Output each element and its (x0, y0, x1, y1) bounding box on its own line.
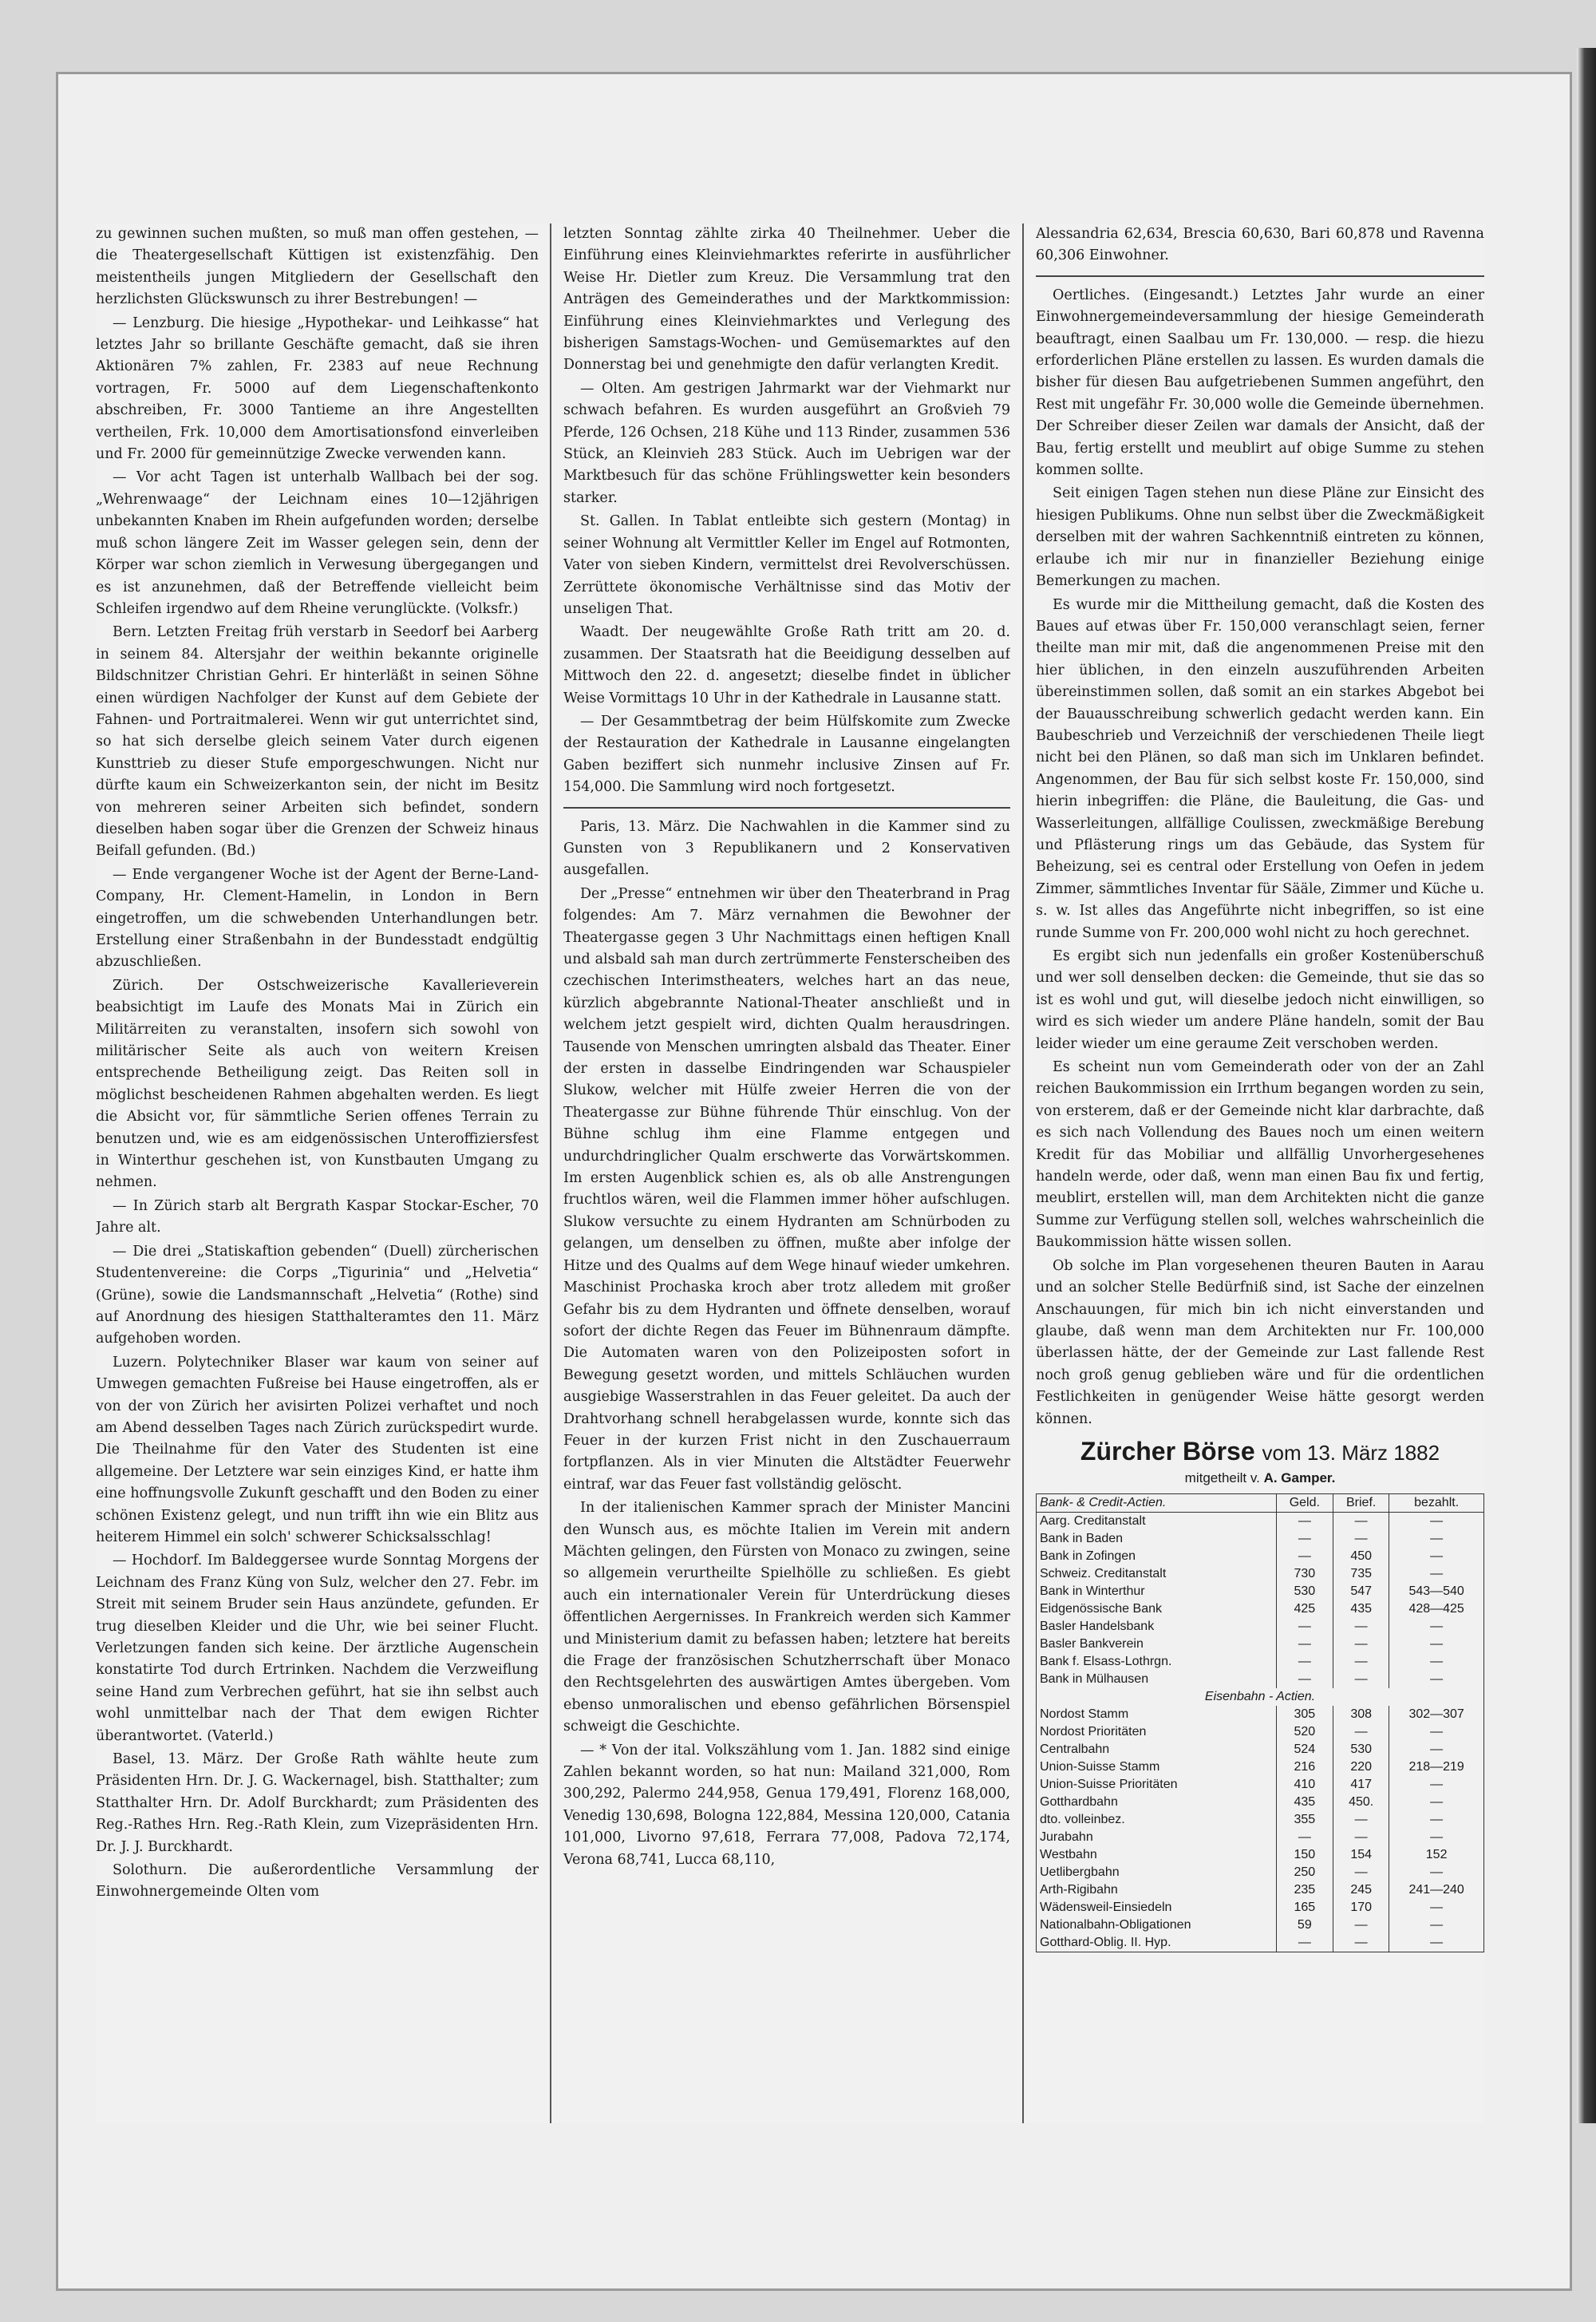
boerse-security-name: Schweiz. Creditanstalt (1037, 1565, 1277, 1583)
boerse-security-name: Union-Suisse Stamm (1037, 1758, 1277, 1776)
boerse-geld: 165 (1276, 1899, 1333, 1917)
boerse-brief: 530 (1333, 1741, 1389, 1758)
boerse-row (1037, 1636, 1484, 1653)
article-paragraph: Luzern. Polytechniker Blaser war kaum von seiner auf Umwegen gemachten Fußreise bei Hause eingetroffen, als er von der von Zürich her avisirten Polizei verhaftet und noch am Abend desselben Tages nach Zürich zurückspedirt wurde. Die Theilnahme für den Vater des Studenten ist eine allgemeine. Der Letztere war sein einziges Kind, er hatte ihm eine hoffnungsvolle Zukunft geschafft und den Boden zu einer schönen Existenz gelegt, und nun trifft ihn wie ein Blitz aus heiterem Himmel ein solch' schwerer Schicksalsschlag! (96, 1354, 539, 1545)
boerse-bezahlt: — (1389, 1811, 1484, 1829)
boerse-geld: 355 (1276, 1811, 1333, 1829)
boerse-bezahlt: 152 (1389, 1846, 1484, 1864)
article-paragraph: St. Gallen. In Tablat entleibte sich gestern (Montag) in seiner Wohnung alt Vermittler Keller im Engel auf Rotmonten, Vater von sieben Kindern, vermittelst drei Revolverschüssen. Zerrüttete ökonomische Verhältnisse sind das Motiv der unseligen That. (563, 513, 1010, 617)
boerse-brief: 220 (1333, 1758, 1389, 1776)
boerse-row (1037, 1600, 1484, 1618)
boerse-bezahlt: — (1389, 1864, 1484, 1881)
boerse-row (1037, 1671, 1484, 1688)
boerse-security-name: Nordost Prioritäten (1037, 1723, 1277, 1741)
boerse-bezahlt: — (1389, 1794, 1484, 1811)
boerse-bezahlt: 218—219 (1389, 1758, 1484, 1776)
boerse-security-name: Basler Bankverein (1037, 1636, 1277, 1653)
section-divider (563, 807, 1010, 809)
boerse-geld: 250 (1276, 1864, 1333, 1881)
boerse-geld: 305 (1276, 1706, 1333, 1723)
boerse-security-name: dto. volleinbez. (1037, 1811, 1277, 1829)
boerse-geld: 410 (1276, 1776, 1333, 1794)
boerse-row (1037, 1706, 1484, 1723)
boerse-header: Brief. (1333, 1494, 1389, 1513)
article-paragraph: — In Zürich starb alt Bergrath Kaspar Stockar-Escher, 70 Jahre alt. (96, 1197, 539, 1236)
boerse-bezahlt: — (1389, 1899, 1484, 1917)
boerse-security-name: Gotthardbahn (1037, 1794, 1277, 1811)
column-1 (96, 223, 539, 2123)
boerse-geld: 435 (1276, 1794, 1333, 1811)
boerse-geld: — (1276, 1636, 1333, 1653)
boerse-header: Bank- & Credit-Actien. (1037, 1494, 1277, 1513)
boerse-geld: 524 (1276, 1741, 1333, 1758)
boerse-security-name: Bank in Zofingen (1037, 1548, 1277, 1565)
boerse-brief: — (1333, 1811, 1389, 1829)
boerse-bezahlt: — (1389, 1829, 1484, 1846)
boerse-bezahlt: — (1389, 1513, 1484, 1531)
boerse-row (1037, 1583, 1484, 1600)
article-paragraph: In der italienischen Kammer sprach der Minister Mancini den Wunsch aus, es möchte Italien im Verein mit andern Mächten gelingen, den Fürsten von Monaco zu zwingen, seine so allgemein verurtheilte Spielhölle zu schließen. Es giebt auch ein internationaler Verein für Unterdrückung dieses öffentlichen Aergernisses. In Frankreich werden sich Kammer und Ministerium damit zu befassen haben; letztere hat bereits die Frage der französischen Schutzherrschaft über Monaco den Rechtsgelehrten des auswärtigen Amtes übergeben. Vom ebenso unmoralischen und ebenso gefährlichen Börsenspiel schweigt die Geschichte. (563, 1500, 1010, 1735)
boerse-row (1037, 1881, 1484, 1899)
boerse-title: Zürcher Börse vom 13. März 1882 (1080, 1436, 1440, 1466)
boerse-security-name: Uetlibergbahn (1037, 1864, 1277, 1881)
boerse-security-name: Nordost Stamm (1037, 1706, 1277, 1723)
boerse-brief: 450 (1333, 1548, 1389, 1565)
boerse-row (1037, 1917, 1484, 1934)
article-paragraph: Oertliches. (Eingesandt.) Letztes Jahr wurde an einer Einwohnergemeindeversammlung der hiesige Gemeinderath beauftragt, einen Saalbau um Fr. 130,000. — resp. die hiezu erforderlichen Pläne erstellen zu lassen. Es wurden damals die bisher für diesen Bau aufgetriebenen Summen angeführt, den Rest mit ungefähr Fr. 30,000 wolle die Gemeinde übernehmen. Der Schreiber dieser Zeilen war damals der Ansicht, daß der Bau, fertig erstellt und meublirt auf obige Summe zu stehen kommen sollte. (1036, 287, 1484, 479)
binding-edge (1577, 48, 1596, 2123)
boerse-security-name: Wädensweil-Einsiedeln (1037, 1899, 1277, 1917)
boerse-bezahlt: — (1389, 1565, 1484, 1583)
boerse-geld: 235 (1276, 1881, 1333, 1899)
boerse-brief: — (1333, 1530, 1389, 1548)
article-paragraph: — Ende vergangener Woche ist der Agent der Berne-Land-Company, Hr. Clement-Hamelin, in London in Bern eingetroffen, um die schwebenden Unterhandlungen betr. Erstellung einer Straßenbahn in der Bundesstadt endgültig abzuschließen. (96, 866, 539, 971)
boerse-geld: — (1276, 1671, 1333, 1688)
boerse-security-name: Bank in Winterthur (1037, 1583, 1277, 1600)
boerse-row (1037, 1794, 1484, 1811)
boerse-row (1037, 1723, 1484, 1741)
boerse-bezahlt: — (1389, 1723, 1484, 1741)
boerse-geld: 530 (1276, 1583, 1333, 1600)
boerse-row (1037, 1565, 1484, 1583)
boerse-bezahlt: 241—240 (1389, 1881, 1484, 1899)
boerse-geld: — (1276, 1653, 1333, 1671)
boerse-geld: — (1276, 1548, 1333, 1565)
boerse-brief: — (1333, 1723, 1389, 1741)
boerse-bezahlt: — (1389, 1776, 1484, 1794)
boerse-header-row (1037, 1494, 1484, 1513)
boerse-row (1037, 1899, 1484, 1917)
boerse-section-label: Eisenbahn - Actien. (1037, 1688, 1484, 1706)
boerse-geld: 150 (1276, 1846, 1333, 1864)
boerse-geld: — (1276, 1934, 1333, 1952)
boerse-brief: — (1333, 1864, 1389, 1881)
boerse-brief: — (1333, 1934, 1389, 1952)
boerse-bezahlt: — (1389, 1548, 1484, 1565)
boerse-bezahlt: — (1389, 1741, 1484, 1758)
article-paragraph: — Olten. Am gestrigen Jahrmarkt war der Viehmarkt nur schwach befahren. Es wurden ausgeführt an Großvieh 79 Pferde, 126 Ochsen, 218 Kühe und 113 Rinder, zusammen 536 Stück, an Kleinvieh 283 Stück. Auch im Uebrigen war der Marktbesuch für das schöne Frühlingswetter kein besonders starker. (563, 380, 1010, 506)
boerse-bezahlt: — (1389, 1618, 1484, 1636)
boerse-brief: 547 (1333, 1583, 1389, 1600)
article-paragraph: Solothurn. Die außerordentliche Versammlung der Einwohnergemeinde Olten vom (96, 1862, 539, 1901)
column-2 (563, 223, 1010, 2123)
article-paragraph: — Hochdorf. Im Baldeggersee wurde Sonntag Morgens der Leichnam des Franz Küng von Sulz, welcher den 27. Febr. im Streit mit seinem Bruder sein Haus anzündete, gefunden. Er trug dieselben Kleider und die Uhr, wie bei seiner Flucht. Verletzungen fanden sich keine. Der ärztliche Augenschein konstatirte Tod durch Ertrinken. Nachdem die Verzweiflung seine Hand zum Verbrechen geführt, hat sie ihn selbst auch wohl unmittelbar nach der That dem ewigen Richter überantwortet. (Vaterld.) (96, 1553, 539, 1744)
boerse-row (1037, 1811, 1484, 1829)
article-paragraph: — Vor acht Tagen ist unterhalb Wallbach bei der sog. „Wehrenwaage“ der Leichnam eines 10—12jährigen unbekannten Knaben im Rhein aufgefunden worden; derselbe muß schon längere Zeit im Wasser gelegen sein, denn der Körper war schon ziemlich in Verwesung übergegangen und es ist anzunehmen, daß der Betreffende vielleicht beim Schleifen irgendwo auf dem Rheine verunglückte. (Volksfr.) (96, 469, 539, 617)
boerse-brief: 170 (1333, 1899, 1389, 1917)
boerse-bezahlt: 543—540 (1389, 1583, 1484, 1600)
article-paragraph: Basel, 13. März. Der Große Rath wählte heute zum Präsidenten Hrn. Dr. J. G. Wackernagel, bish. Statthalter; zum Statthalter Hrn. Dr. Adolf Burckhardt; zum Präsidenten des Reg.-Rathes Hrn. Reg.-Rath Klein, zum Vizepräsidenten Hrn. Dr. J. J. Burckhardt. (96, 1751, 539, 1855)
boerse-geld: — (1276, 1829, 1333, 1846)
boerse-bezahlt: — (1389, 1671, 1484, 1688)
boerse-row (1037, 1776, 1484, 1794)
boerse-row (1037, 1741, 1484, 1758)
boerse-row (1037, 1530, 1484, 1548)
boerse-security-name: Jurabahn (1037, 1829, 1277, 1846)
boerse-row (1037, 1653, 1484, 1671)
boerse-bezahlt: — (1389, 1653, 1484, 1671)
article-paragraph: zu gewinnen suchen mußten, so muß man offen gestehen, — die Theatergesellschaft Küttigen ist existenzfähig. Den meistentheils jungen Mitgliedern der Gesellschaft den herzlichsten Glückswunsch zu ihrer Bestrebungen! — (96, 226, 539, 308)
boerse-brief: 154 (1333, 1846, 1389, 1864)
boerse-brief: — (1333, 1513, 1389, 1531)
boerse-brief: 308 (1333, 1706, 1389, 1723)
boerse-row (1037, 1846, 1484, 1864)
article-paragraph: — Die drei „Statiskaftion gebenden“ (Duell) zürcherischen Studentenvereine: die Corps „Tigurinia“ und „Helvetia“ (Grüne), sowie die Landsmannschaft „Helvetia“ (Rothe) sind auf Anordnung des hiesigen Statthalteramtes den 11. März aufgehoben worden. (96, 1243, 539, 1347)
boerse-brief: — (1333, 1653, 1389, 1671)
boerse-security-name: Westbahn (1037, 1846, 1277, 1864)
article-paragraph: Der „Presse“ entnehmen wir über den Theaterbrand in Prag folgendes: Am 7. März vernahmen die Bewohner der Theatergasse gegen 3 Uhr Nachmittags einen heftigen Knall und alsbald sah man durch zertrümmerte Fensterscheiben des czechischen Interimstheaters, welches hart an das neue, kürzlich abgebrannte National-Theater anschließt und in welchem jetzt gespielt wird, dichten Qualm herausdringen. Tausende von Menschen umringten alsbald das Theater. Einer der ersten in dasselbe Eindringenden war Schauspieler Slukow, welcher mit Hülfe zweier Herren die von der Theatergasse zur Bühne führende Thür einschlug. Von der Bühne schlug ihm eine Flamme entgegen und undurchdringlicher Qualm erschwerte das Vorwärtskommen. Im ersten Augenblick schien es, als ob alle Anstrengungen fruchtlos wären, weil die Flammen immer höher aufschlugen. Slukow versuchte zu einem Hydranten am Schnürboden zu gelangen, um denselben zu öffnen, mußte aber infolge der Hitze und des Qualms auf dem Wege hinauf wieder umkehren. Maschinist Prochaska kroch aber trotz alledem mit großer Gefahr bis zu dem Hydranten und öffnete denselben, worauf sofort der dichte Regen das Feuer im Bühnenraum dämpfte. Die Automaten waren von den Polizeiposten sofort in Bewegung gesetzt worden, und mittels Schläuchen wurden ausgiebige Wasserstrahlen in das Feuer geleitet. Da auch der Drahtvorhang schnell herabgelassen wurde, konnte sich das Feuer in der kurzen Frist nicht in den Zuschauerraum fortpflanzen. Als in vier Minuten die Altstädter Feuerwehr eintraf, war das Feuer fast vollständig gelöscht. (563, 885, 1010, 1493)
article-paragraph: — Der Gesammtbetrag der beim Hülfskomite zum Zwecke der Restauration der Kathedrale in Lausanne eingelangten Gaben beziffert sich nunmehr inclusive Zinsen auf Fr. 154,000. Die Sammlung wird noch fortgesetzt. (563, 713, 1010, 796)
boerse-security-name: Basler Handelsbank (1037, 1618, 1277, 1636)
boerse-geld: 59 (1276, 1917, 1333, 1934)
article-paragraph: Zürich. Der Ostschweizerische Kavallerieverein beabsichtigt im Laufe des Monats Mai in Zürich ein Militärreiten zu veranstalten, insofern sich sowohl von militärischer Seite als auch von weitern Kreisen entsprechende Betheiligung zeigt. Das Reiten soll in möglichst bescheidenen Rahmen abgehalten werden. Es liegt die Absicht vor, für sämmtliche Serien offenes Terrain zu benutzen und, wie es am eidgenössischen Unteroffiziersfest in Winterthur geschehen ist, von Kunstbauten Umgang zu nehmen. (96, 977, 539, 1191)
column-rule (1022, 223, 1024, 2123)
boerse-geld: 216 (1276, 1758, 1333, 1776)
boerse-section-row (1037, 1688, 1484, 1706)
column-rule (550, 223, 551, 2123)
article-paragraph: Es scheint nun vom Gemeinderath oder von der an Zahl reichen Baukommission ein Irrthum begangen worden zu sein, von ersterem, daß er der Gemeinde nicht klar darbrachte, daß es sich nach Vollendung des Baues noch um einen weitern Kredit für das Mobiliar und allfällig Unvorhergesehenes handeln werde, oder daß, wenn man einen Bau fix und fertig, meublirt, erstellen will, man dem Architekten nicht die ganze Summe zur Verfügung stellen soll, welches wahrscheinlich die Baukommission hätte wissen sollen. (1036, 1059, 1484, 1251)
boerse-security-name: Nationalbahn-Obligationen (1037, 1917, 1277, 1934)
boerse-source: mitgetheilt v. A. Gamper. (1184, 1470, 1336, 1485)
boerse-geld: 730 (1276, 1565, 1333, 1583)
boerse-brief: 735 (1333, 1565, 1389, 1583)
article-paragraph: Seit einigen Tagen stehen nun diese Pläne zur Einsicht des hiesigen Publikums. Ohne nun selbst über die Zweckmäßigkeit derselben mit der wahren Sachkenntniß eintreten zu können, erlaube ich mir nur in finanzieller Beziehung einige Bemerkungen zu machen. (1036, 485, 1484, 590)
boerse-header: Geld. (1276, 1494, 1333, 1513)
boerse-security-name: Union-Suisse Prioritäten (1037, 1776, 1277, 1794)
article-paragraph: — Lenzburg. Die hiesige „Hypothekar- und Leihkasse“ hat letztes Jahr so brillante Geschäfte gemacht, daß sie ihren Aktionären 7% zahlen, Fr. 2383 auf neue Rechnung vortragen, Fr. 5000 auf dem Liegenschaftenkonto abschreiben, Fr. 3000 Tantieme an ihre Angestellten vertheilen, Frk. 10,000 dem Amortisationsfond einverleiben und Fr. 2000 für gemeinnützige Zwecke verwenden kann. (96, 314, 539, 463)
boerse-bezahlt: — (1389, 1530, 1484, 1548)
article-paragraph: letzten Sonntag zählte zirka 40 Theilnehmer. Ueber die Einführung eines Kleinviehmarktes referirte in ausführlicher Weise Hr. Dietler zum Kreuz. Die Versammlung trat den Anträgen des Gemeinderathes und der Marktkommission: Einführung eines Kleinviehmarktes und Verlegung des bisherigen Samstags-Wochen- und Gemüsemarktes auf den Donnerstag bei und genehmigte den dafür verlangten Kredit. (563, 226, 1010, 374)
boerse-brief: — (1333, 1671, 1389, 1688)
article-paragraph: Paris, 13. März. Die Nachwahlen in die Kammer sind zu Gunsten von 3 Republikanern und 2 Konservativen ausgefallen. (563, 818, 1010, 879)
boerse-geld: 520 (1276, 1723, 1333, 1741)
section-divider (1036, 275, 1484, 277)
boerse-row (1037, 1758, 1484, 1776)
boerse-bezahlt: — (1389, 1917, 1484, 1934)
boerse-geld: 425 (1276, 1600, 1333, 1618)
boerse-row (1037, 1829, 1484, 1846)
boerse-bezahlt: 428—425 (1389, 1600, 1484, 1618)
boerse-row (1037, 1864, 1484, 1881)
boerse-security-name: Arth-Rigibahn (1037, 1881, 1277, 1899)
boerse-security-name: Aarg. Creditanstalt (1037, 1513, 1277, 1531)
article-paragraph: — * Von der ital. Volkszählung vom 1. Jan. 1882 sind einige Zahlen bekannt worden, so hat nun: Mailand 321,000, Rom 300,292, Palermo 244,958, Genua 179,491, Florenz 168,000, Venedig 130,698, Bologna 122,884, Messina 120,000, Catania 101,000, Livorno 97,618, Ferrara 77,008, Padova 72,174, Verona 68,741, Lucca 68,110, (563, 1742, 1010, 1868)
boerse-security-name: Bank in Baden (1037, 1530, 1277, 1548)
boerse-geld: — (1276, 1530, 1333, 1548)
article-paragraph: Ob solche im Plan vorgesehenen theuren Bauten in Aarau und an solcher Stelle Bedürfniß sind, ist Sache der einzelnen Anschauungen, für mich bin ich nicht einverstanden und glaube, daß wenn man dem Architekten nur Fr. 100,000 überlassen hätte, der der Gemeinde zur Last fallende Rest noch groß genug geblieben wäre und für die ordentlichen Festlichkeiten in genügender Weise hätte gesorgt werden können. (1036, 1257, 1484, 1427)
column-3 (1036, 223, 1484, 2123)
boerse-brief: — (1333, 1917, 1389, 1934)
boerse-row (1037, 1934, 1484, 1952)
boerse-row (1037, 1618, 1484, 1636)
boerse-brief: — (1333, 1618, 1389, 1636)
article-paragraph: Bern. Letzten Freitag früh verstarb in Seedorf bei Aarberg in seinem 84. Altersjahr der weithin bekannte originelle Bildschnitzer Christian Gehri. Er hinterläßt in seinen Söhne einen würdigen Nachfolger der Kunst auf dem Gebiete der Fahnen- und Portraitmalerei. Wenn wir gut unterrichtet sind, so hat sich derselbe gleich seinem Vater durch eigenen Kunsttrieb zu dieser Stufe emporgeschwungen. Nicht nur dürfte kaum ein Schweizerkanton sein, der nicht im Besitz von mehreren seiner Arbeiten sich befindet, sondern dieselben haben sogar über die Grenzen der Schweiz hinaus Beifall gefunden. (Bd.) (96, 624, 539, 860)
boerse-brief: 245 (1333, 1881, 1389, 1899)
boerse-security-name: Centralbahn (1037, 1741, 1277, 1758)
boerse-header: bezahlt. (1389, 1494, 1484, 1513)
boerse-bezahlt: 302—307 (1389, 1706, 1484, 1723)
article-paragraph: Alessandria 62,634, Brescia 60,630, Bari 60,878 und Ravenna 60,306 Einwohner. (1036, 226, 1484, 264)
boerse-security-name: Gotthard-Oblig. II. Hyp. (1037, 1934, 1277, 1952)
boerse-brief: — (1333, 1636, 1389, 1653)
boerse-brief: 450. (1333, 1794, 1389, 1811)
article-paragraph: Waadt. Der neugewählte Große Rath tritt am 20. d. zusammen. Der Staatsrath hat die Beeidigung desselben auf Mittwoch den 22. d. angesetzt; dieselbe findet in üblicher Weise Vormittags 10 Uhr in der Kathedrale in Lausanne statt. (563, 624, 1010, 706)
newspaper-page (96, 223, 1484, 2123)
boerse-security-name: Bank in Mülhausen (1037, 1671, 1277, 1688)
boerse-brief: 435 (1333, 1600, 1389, 1618)
boerse-brief: 417 (1333, 1776, 1389, 1794)
boerse-geld: — (1276, 1618, 1333, 1636)
boerse-table (1036, 1493, 1484, 1952)
boerse-row (1037, 1548, 1484, 1565)
boerse-bezahlt: — (1389, 1934, 1484, 1952)
boerse-security-name: Bank f. Elsass-Lothrgn. (1037, 1653, 1277, 1671)
article-paragraph: Es ergibt sich nun jedenfalls ein großer Kostenüberschuß und wer soll denselben decken: die Gemeinde, thut sie das so ist es wohl und gut, will dieselbe jedoch nicht einwilligen, so wird es sich wieder um andere Pläne handeln, somit der Bau leider wieder um eine geraume Zeit verschoben werden. (1036, 948, 1484, 1052)
boerse-security-name: Eidgenössische Bank (1037, 1600, 1277, 1618)
stock-exchange-report (1036, 1437, 1484, 1952)
boerse-geld: — (1276, 1513, 1333, 1531)
boerse-row (1037, 1513, 1484, 1531)
boerse-brief: — (1333, 1829, 1389, 1846)
article-paragraph: Es wurde mir die Mittheilung gemacht, daß die Kosten des Baues auf etwas über Fr. 150,000 veranschlagt seien, ferner theilte man mir mit, daß die angenommenen Preise mit den hier üblichen, in den einzeln auszuführenden Arbeiten übereinstimmen sollen, daß somit an ein starkes Abgebot bei der Bauausschreibung schwerlich gedacht werden kann. Ein Baubeschrieb und Verzeichniß der verschiedenen Theile liegt nicht bei den Plänen, so daß man sich im Unklaren befindet. Angenommen, der Bau für sich selbst koste Fr. 150,000, sind hierin inbegriffen: die Pläne, die Bauleitung, die Gas- und Wasserleitungen, allfällige Coulissen, zweckmäßige Berebung und Pflästerung rings um das Gebäude, das System für Beheizung, sei es central oder Erstellung von Oefen in jedem Zimmer, sämmtliches Inventar für Sääle, Zimmer und Küche u. s. w. Ist alles das Angeführte nicht inbegriffen, so ist eine runde Summe von Fr. 200,000 wohl nicht zu hoch gerechnet. (1036, 596, 1484, 941)
boerse-bezahlt: — (1389, 1636, 1484, 1653)
